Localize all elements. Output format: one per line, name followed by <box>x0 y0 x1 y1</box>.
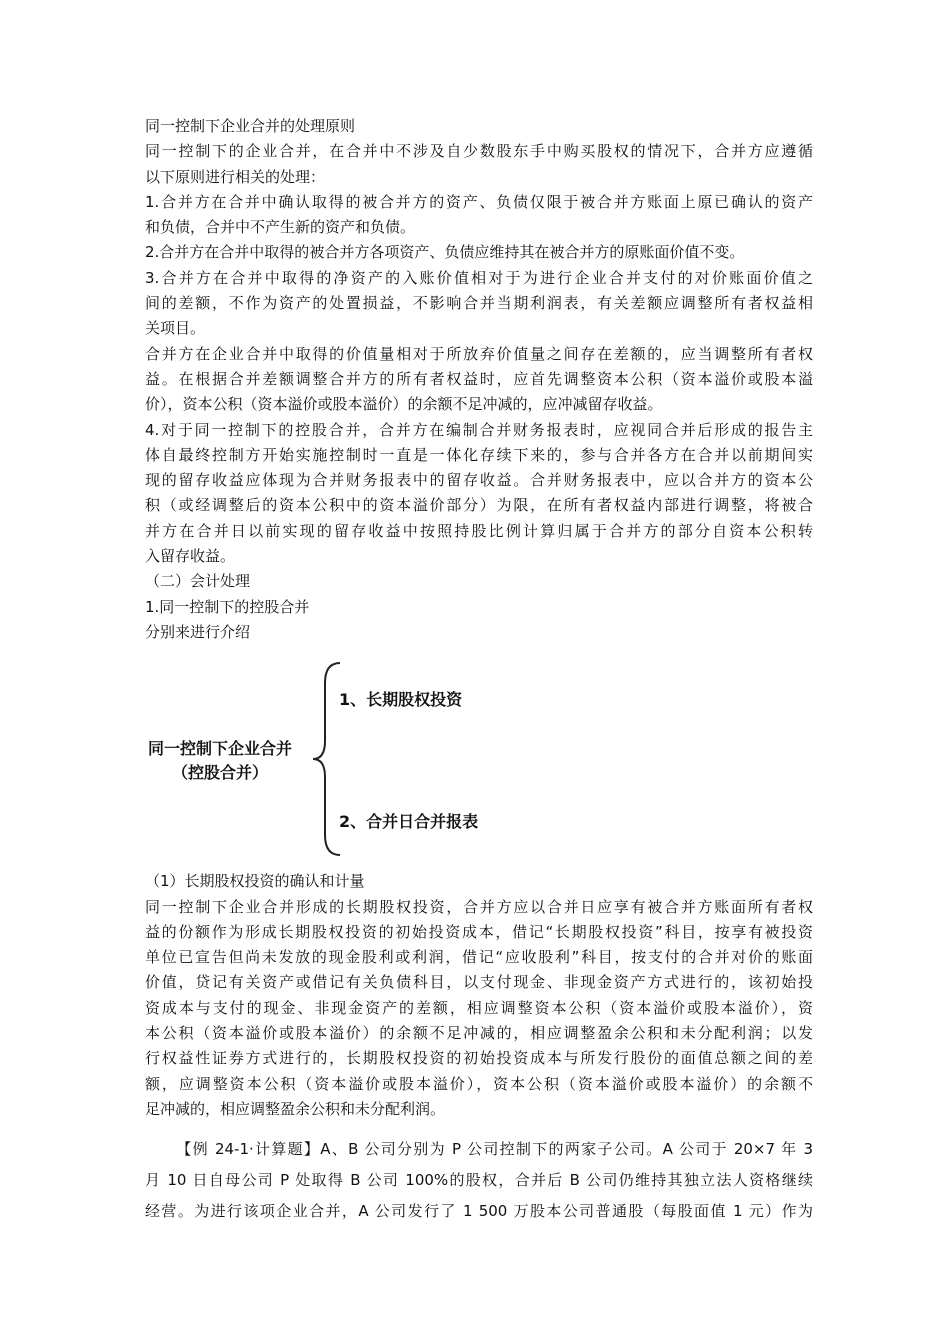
section-b-line: 行权益性证券方式进行的，长期股权投资的初始投资成本与所发行股份的面值总额之间的差 <box>145 1049 813 1068</box>
subsection-note: 分别来进行介绍 <box>145 622 251 641</box>
section-b-line: 同一控制下企业合并形成的长期股权投资，合并方应以合并日应享有被合并方账面所有者权 <box>145 897 813 916</box>
section-b-line: 益的份额作为形成长期股权投资的初始投资成本，借记“长期股权投资”科目，按享有被投资 <box>145 922 813 941</box>
principle-3-line: 3.合并方在合并中取得的净资产的入账价值相对于为进行企业合并支付的对价账面价值之 <box>145 268 813 287</box>
section-title: （二）会计处理 <box>145 572 251 591</box>
diagram-branch-2: 2、合并日合并报表 <box>339 812 479 832</box>
diagram-root-line: （控股合并） <box>171 763 268 783</box>
intro-line: 同一控制下的企业合并，在合并中不涉及自少数股东手中购买股权的情况下，合并方应遵循 <box>145 142 813 161</box>
document-body <box>145 114 813 1227</box>
principle-3b-line: 合并方在企业合并中取得的价值量相对于所放弃价值量之间存在差额的，应当调整所有者权 <box>145 344 813 363</box>
principle-1-line: 和负债，合并中不产生新的资产和负债。 <box>145 218 416 237</box>
principle-4-line: 入留存收益。 <box>145 547 236 566</box>
principle-4-line: 并方在合并日以前实现的留存收益中按照持股比例计算归属于合并方的部分自资本公积转 <box>145 521 813 540</box>
principle-3-line: 关项目。 <box>145 319 206 338</box>
section-b-line: 额，应调整资本公积（资本溢价或股本溢价），资本公积（资本溢价或股本溢价）的余额不 <box>145 1074 813 1093</box>
principle-1-line: 1.合并方在合并中确认取得的被合并方的资产、负债仅限于被合并方账面上原已确认的资产 <box>145 192 813 211</box>
brace-diagram <box>145 659 813 859</box>
section-b-line: 本公积（资本溢价或股本溢价）的余额不足冲减的，相应调整盈余公积和未分配利润；以发 <box>145 1024 813 1043</box>
example-line: 月 10 日自母公司 P 处取得 B 公司 100%的股权，合并后 B 公司仍维持其独立法人资格继续 <box>145 1171 813 1190</box>
section-b-line: 价值，贷记有关资产或借记有关负债科目，以支付现金、非现金资产方式进行的，该初始投 <box>145 973 813 992</box>
diagram-branch-1: 1、长期股权投资 <box>339 690 463 710</box>
principle-2: 2.合并方在合并中取得的被合并方各项资产、负债应维持其在被合并方的原账面价值不变。 <box>145 243 745 262</box>
principle-3b-line: 价），资本公积（资本溢价或股本溢价）的余额不足冲减的，应冲减留存收益。 <box>145 395 663 414</box>
subsection-title: 1.同一控制下的控股合并 <box>145 597 310 616</box>
principle-4-line: 4.对于同一控制下的控股合并，合并方在编制合并财务报表时，应视同合并后形成的报告主 <box>145 420 813 439</box>
example-line: 【例 24-1·计算题】A、B 公司分别为 P 公司控制下的两家子公司。A 公司于 20×7 年 3 <box>175 1140 813 1159</box>
section-b-line: 足冲减的，相应调整盈余公积和未分配利润。 <box>145 1099 446 1118</box>
principle-4-line: 体自最终控制方开始实施控制时一直是一体化存续下来的，参与合并各方在合并以前期间实 <box>145 445 813 464</box>
section-b-title: （1）长期股权投资的确认和计量 <box>145 872 365 891</box>
section-b-line: 资成本与支付的现金、非现金资产的差额，相应调整资本公积（资本溢价或股本溢价），资 <box>145 998 813 1017</box>
example-line: 经营。为进行该项企业合并，A 公司发行了 1 500 万股本公司普通股（每股面值 1 元）作为 <box>145 1202 813 1221</box>
heading: 同一控制下企业合并的处理原则 <box>145 117 356 135</box>
principle-4-line: 积（或经调整后的资本公积中的资本溢价部分）为限，在所有者权益内部进行调整，将被合 <box>145 496 813 515</box>
diagram-root-line: 同一控制下企业合并 <box>147 739 292 759</box>
principle-4-line: 现的留存收益应体现为合并财务报表中的留存收益。合并财务报表中，应以合并方的资本公 <box>145 471 813 490</box>
diagram-root-label <box>145 737 295 785</box>
principle-3-line: 间的差额，不作为资产的处置损益，不影响合并当期利润表，有关差额应调整所有者权益相 <box>145 294 813 313</box>
principle-3b-line: 益。在根据合并差额调整合并方的所有者权益时，应首先调整资本公积（资本溢价或股本溢 <box>145 369 813 388</box>
intro-line: 以下原则进行相关的处理： <box>145 167 326 186</box>
example-block <box>145 1134 813 1227</box>
section-b-line: 单位已宣告但尚未发放的现金股利或利润，借记“应收股利”科目，按支付的合并对价的账面 <box>145 948 813 967</box>
